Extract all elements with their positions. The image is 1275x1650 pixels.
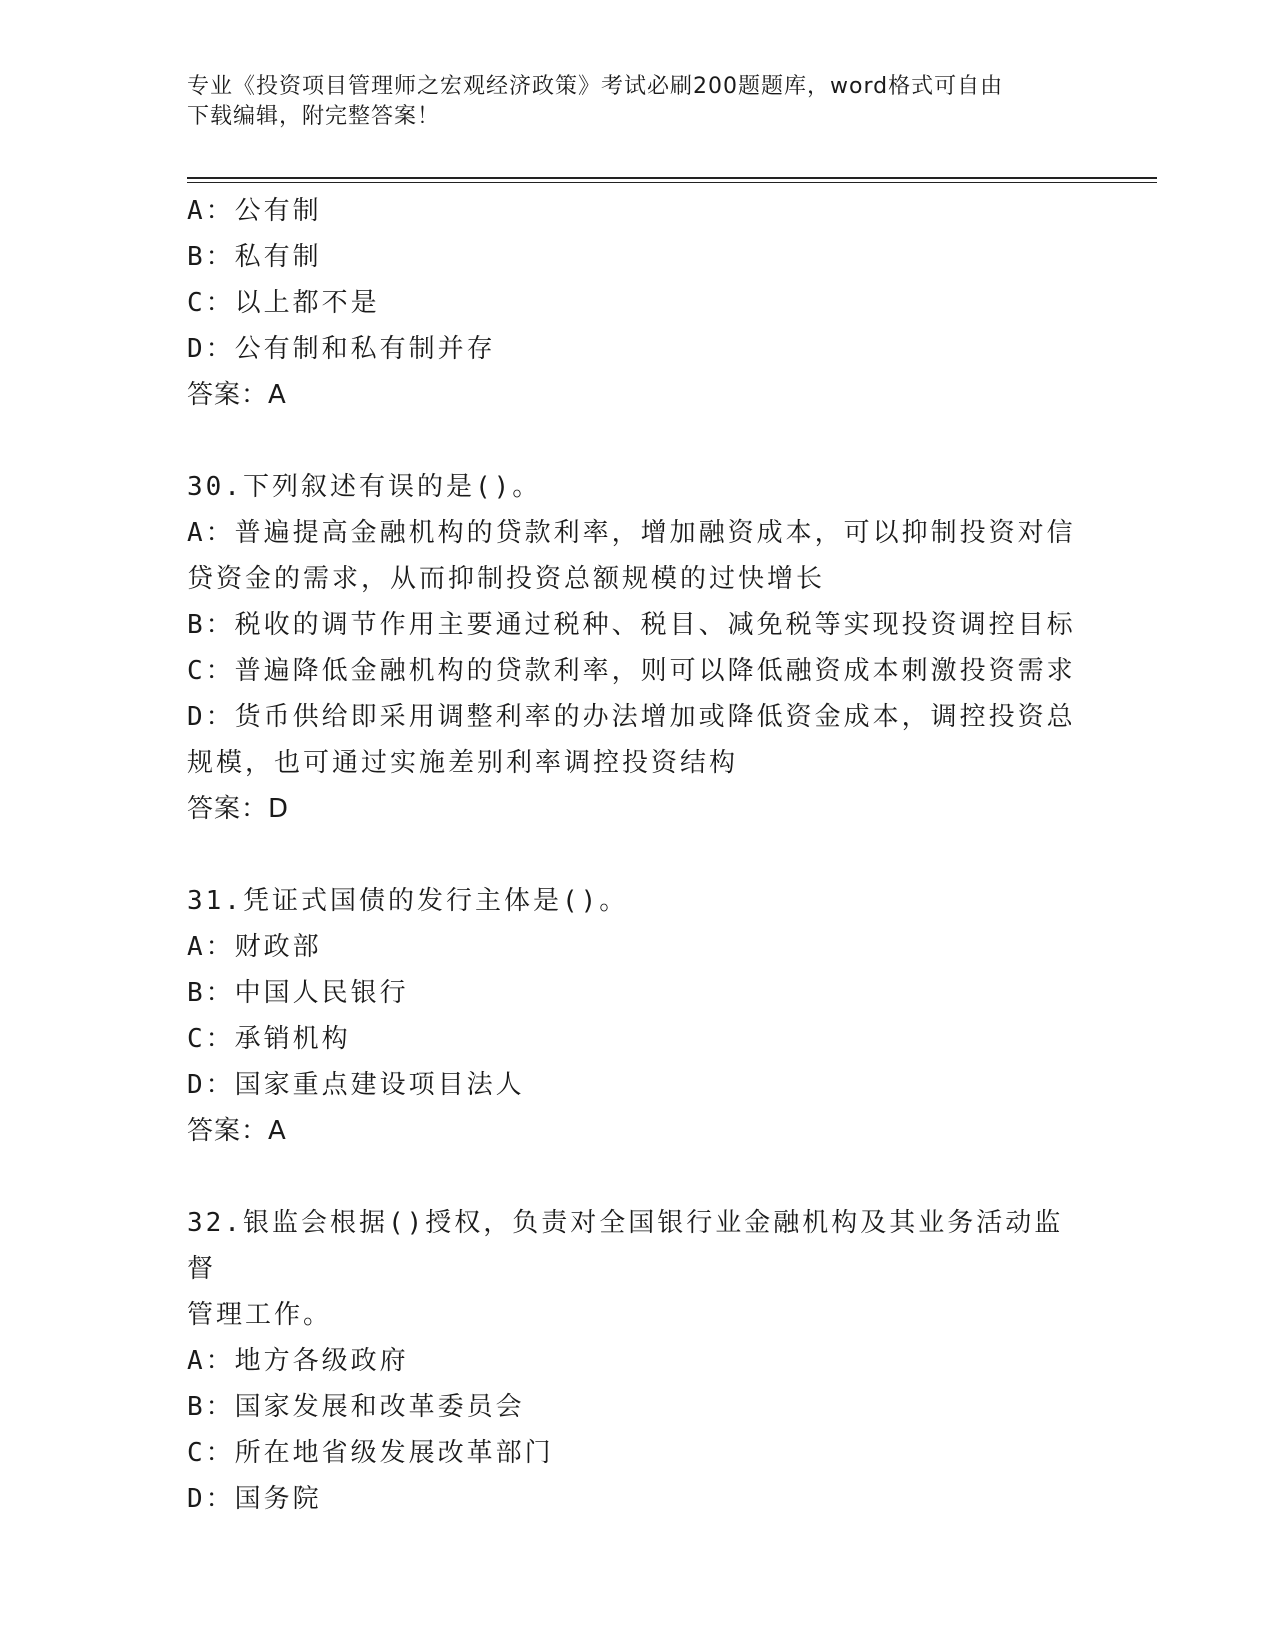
- option-d-continued: 规模，也可通过实施差别利率调控投资结构: [187, 748, 739, 778]
- option-d: D：货币供给即采用调整利率的办法增加或降低资金成本，调控投资总: [187, 702, 1076, 732]
- document-header: [187, 72, 1087, 132]
- option-d: D：国务院: [187, 1484, 322, 1514]
- option-d: D：公有制和私有制并存: [187, 334, 496, 364]
- question-text: 32.银监会根据()授权，负责对全国银行业金融机构及其业务活动监督: [187, 1208, 1064, 1284]
- question-30-block: [187, 464, 1087, 832]
- option-a: A：财政部: [187, 932, 322, 962]
- option-d: D：国家重点建设项目法人: [187, 1070, 525, 1100]
- header-divider-thick: [187, 177, 1157, 179]
- header-line-2: 下载编辑，附完整答案！: [187, 104, 441, 129]
- question-29-block: [187, 188, 1087, 418]
- question-list: [187, 188, 1087, 1522]
- header-divider-thin: [187, 182, 1157, 183]
- option-a-continued: 贷资金的需求，从而抑制投资总额规模的过快增长: [187, 564, 826, 594]
- option-c: C：普遍降低金融机构的贷款利率，则可以降低融资成本刺激投资需求: [187, 656, 1076, 686]
- option-b: B：国家发展和改革委员会: [187, 1392, 525, 1422]
- option-c: C：所在地省级发展改革部门: [187, 1438, 554, 1468]
- answer: 答案：A: [187, 1116, 287, 1146]
- option-b: B：税收的调节作用主要通过税种、税目、减免税等实现投资调控目标: [187, 610, 1076, 640]
- option-c: C：以上都不是: [187, 288, 380, 318]
- option-a: A：普遍提高金融机构的贷款利率，增加融资成本，可以抑制投资对信: [187, 518, 1076, 548]
- option-b: B：私有制: [187, 242, 322, 272]
- option-c: C：承销机构: [187, 1024, 351, 1054]
- question-text: 31.凭证式国债的发行主体是()。: [187, 886, 629, 916]
- option-a: A：公有制: [187, 196, 322, 226]
- question-31-block: [187, 878, 1087, 1154]
- answer: 答案：D: [187, 794, 290, 824]
- answer: 答案：A: [187, 380, 287, 410]
- question-text-continued: 管理工作。: [187, 1300, 333, 1330]
- option-b: B：中国人民银行: [187, 978, 409, 1008]
- question-text: 30.下列叙述有误的是()。: [187, 472, 542, 502]
- header-line-1: 专业《投资项目管理师之宏观经济政策》考试必刷200题题库，word格式可自由: [187, 74, 1004, 99]
- question-32-block: [187, 1200, 1087, 1522]
- option-a: A：地方各级政府: [187, 1346, 409, 1376]
